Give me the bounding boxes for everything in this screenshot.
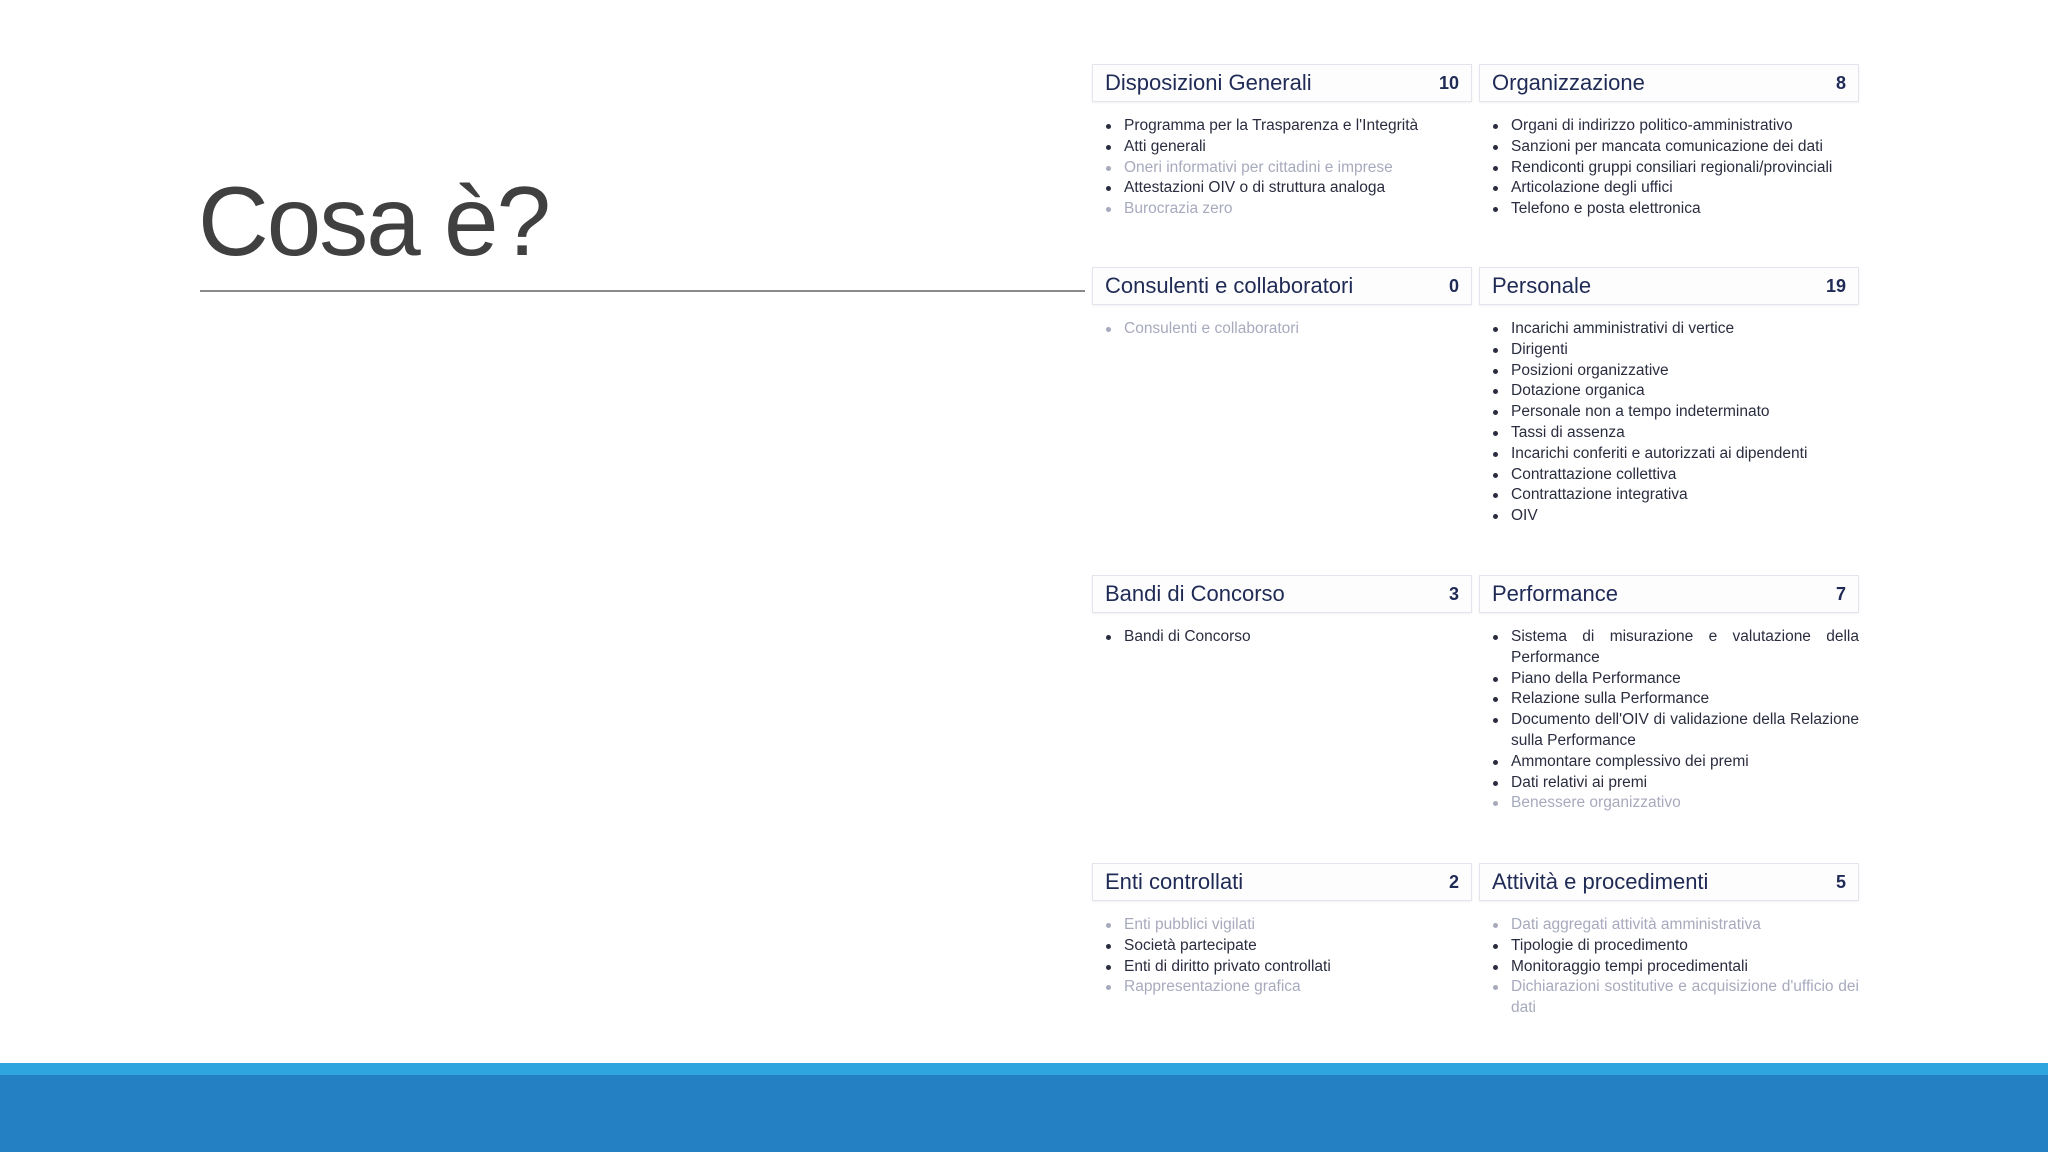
panel-item-list — [1092, 915, 1472, 998]
list-item[interactable]: OIV — [1487, 506, 1859, 527]
list-item[interactable]: Incarichi amministrativi di vertice — [1487, 319, 1859, 340]
list-item[interactable]: Tassi di assenza — [1487, 423, 1859, 444]
panel-header[interactable] — [1479, 863, 1859, 901]
list-item[interactable]: Posizioni organizzative — [1487, 361, 1859, 382]
panel-header[interactable] — [1479, 575, 1859, 613]
list-item: Dati aggregati attività amministrativa — [1487, 915, 1859, 936]
list-item[interactable]: Organi di indirizzo politico-amministrativo — [1487, 116, 1859, 137]
panel-performance — [1479, 575, 1859, 814]
panel-header[interactable] — [1092, 863, 1472, 901]
list-item[interactable]: Telefono e posta elettronica — [1487, 199, 1859, 220]
list-item[interactable]: Personale non a tempo indeterminato — [1487, 402, 1859, 423]
list-item[interactable]: Sistema di misurazione e valutazione della Performance — [1487, 627, 1859, 669]
panel-header[interactable] — [1479, 64, 1859, 102]
panel-count-badge: 3 — [1448, 583, 1459, 604]
panel-item-list — [1092, 319, 1472, 340]
list-item: Dichiarazioni sostitutive e acquisizione d'ufficio dei dati — [1487, 977, 1859, 1019]
panel-title: Organizzazione — [1492, 70, 1645, 95]
panel-item-list — [1479, 915, 1859, 1019]
panel-count-badge: 2 — [1448, 871, 1459, 892]
panel-item-list — [1479, 116, 1859, 220]
footer-accent-stripe — [0, 1063, 2048, 1075]
panel-bandi-di-concorso — [1092, 575, 1472, 648]
panel-header[interactable] — [1092, 64, 1472, 102]
panel-title: Bandi di Concorso — [1105, 581, 1285, 606]
panel-header[interactable] — [1092, 267, 1472, 305]
list-item: Benessere organizzativo — [1487, 793, 1859, 814]
list-item[interactable]: Ammontare complessivo dei premi — [1487, 752, 1859, 773]
slide-title: Cosa è? — [198, 166, 550, 276]
list-item[interactable]: Bandi di Concorso — [1100, 627, 1472, 648]
list-item[interactable]: Rendiconti gruppi consiliari regionali/provinciali — [1487, 158, 1859, 179]
list-item: Burocrazia zero — [1100, 199, 1472, 220]
panel-item-list — [1479, 319, 1859, 527]
panel-organizzazione — [1479, 64, 1859, 220]
panel-attivita-procedimenti — [1479, 863, 1859, 1019]
panel-count-badge: 19 — [1825, 275, 1846, 296]
panel-item-list — [1092, 116, 1472, 220]
list-item: Rappresentazione grafica — [1100, 977, 1472, 998]
panel-header[interactable] — [1092, 575, 1472, 613]
list-item[interactable]: Sanzioni per mancata comunicazione dei dati — [1487, 137, 1859, 158]
panel-consulenti-collaboratori — [1092, 267, 1472, 340]
panel-item-list — [1479, 627, 1859, 814]
panel-enti-controllati — [1092, 863, 1472, 998]
panel-count-badge: 0 — [1448, 275, 1459, 296]
list-item[interactable]: Tipologie di procedimento — [1487, 936, 1859, 957]
list-item[interactable]: Documento dell'OIV di validazione della Relazione sulla Performance — [1487, 710, 1859, 752]
panel-title: Consulenti e collaboratori — [1105, 273, 1354, 298]
list-item[interactable]: Atti generali — [1100, 137, 1472, 158]
panel-title: Personale — [1492, 273, 1592, 298]
title-divider — [200, 290, 1085, 292]
footer-band — [0, 1075, 2048, 1152]
list-item: Consulenti e collaboratori — [1100, 319, 1472, 340]
list-item[interactable]: Dotazione organica — [1487, 381, 1859, 402]
list-item[interactable]: Programma per la Trasparenza e l'Integrità — [1100, 116, 1472, 137]
panel-header[interactable] — [1479, 267, 1859, 305]
panel-count-badge: 8 — [1835, 72, 1846, 93]
panel-count-badge: 10 — [1438, 72, 1459, 93]
panel-title: Performance — [1492, 581, 1618, 606]
list-item[interactable]: Incarichi conferiti e autorizzati ai dipendenti — [1487, 444, 1859, 465]
panel-item-list — [1092, 627, 1472, 648]
list-item[interactable]: Dirigenti — [1487, 340, 1859, 361]
list-item[interactable]: Attestazioni OIV o di struttura analoga — [1100, 178, 1472, 199]
panel-count-badge: 7 — [1835, 583, 1846, 604]
list-item[interactable]: Dati relativi ai premi — [1487, 773, 1859, 794]
list-item[interactable]: Contrattazione integrativa — [1487, 485, 1859, 506]
panel-personale — [1479, 267, 1859, 527]
list-item: Enti pubblici vigilati — [1100, 915, 1472, 936]
panel-title: Attività e procedimenti — [1492, 869, 1709, 894]
panel-title: Enti controllati — [1105, 869, 1244, 894]
list-item[interactable]: Articolazione degli uffici — [1487, 178, 1859, 199]
list-item[interactable]: Monitoraggio tempi procedimentali — [1487, 957, 1859, 978]
list-item[interactable]: Enti di diritto privato controllati — [1100, 957, 1472, 978]
list-item[interactable]: Contrattazione collettiva — [1487, 465, 1859, 486]
list-item[interactable]: Piano della Performance — [1487, 669, 1859, 690]
panel-title: Disposizioni Generali — [1105, 70, 1312, 95]
panel-disposizioni-generali — [1092, 64, 1472, 220]
list-item[interactable]: Società partecipate — [1100, 936, 1472, 957]
list-item[interactable]: Relazione sulla Performance — [1487, 689, 1859, 710]
panel-count-badge: 5 — [1835, 871, 1846, 892]
list-item: Oneri informativi per cittadini e imprese — [1100, 158, 1472, 179]
